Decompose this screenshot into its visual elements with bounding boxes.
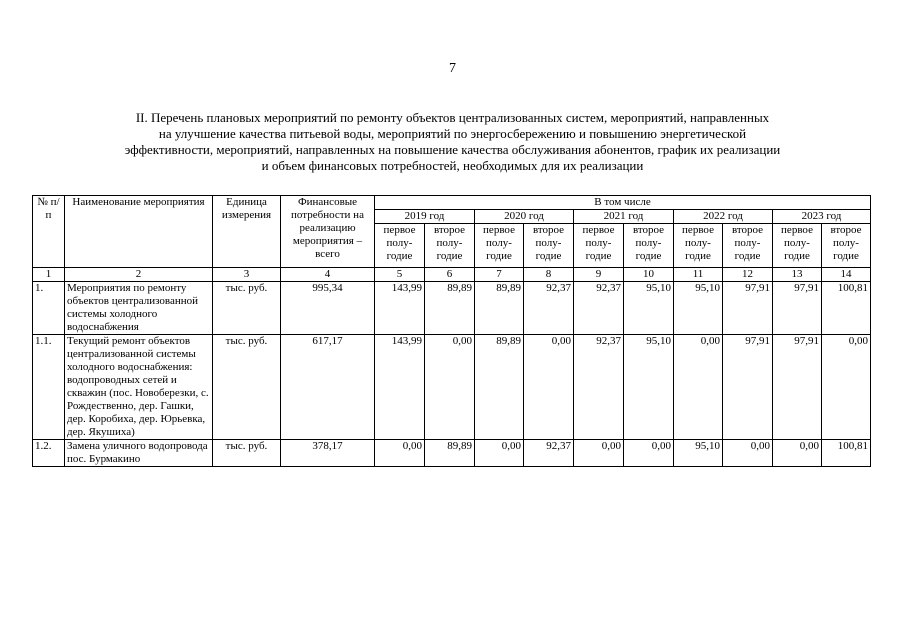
column-number: 9 (574, 268, 624, 282)
column-number: 7 (475, 268, 524, 282)
row-value: 0,00 (723, 440, 773, 467)
table-row (33, 282, 871, 335)
row-value: 100,81 (822, 440, 871, 467)
row-total: 995,34 (281, 282, 375, 335)
row-value: 89,89 (475, 335, 524, 440)
row-unit: тыс. руб. (213, 282, 281, 335)
column-number: 4 (281, 268, 375, 282)
row-value: 0,00 (425, 335, 475, 440)
row-value: 143,99 (375, 282, 425, 335)
heading-line: эффективности, мероприятий, направленных на повышение качества обслуживания абонентов, график их реализации (124, 142, 781, 157)
row-value: 0,00 (524, 335, 574, 440)
header-year: 2022 год (674, 210, 773, 224)
header-including: В том числе (375, 196, 871, 210)
column-number: 13 (773, 268, 822, 282)
header-first-half: первое полу- годие (674, 224, 723, 268)
row-value: 0,00 (375, 440, 425, 467)
row-unit: тыс. руб. (213, 440, 281, 467)
row-value: 95,10 (624, 335, 674, 440)
row-value: 95,10 (674, 440, 723, 467)
page-number: 7 (449, 61, 456, 76)
row-num: 1.1. (33, 335, 65, 440)
row-value: 92,37 (524, 440, 574, 467)
row-value: 143,99 (375, 335, 425, 440)
column-number: 10 (624, 268, 674, 282)
column-number: 1 (33, 268, 65, 282)
header-year: 2020 год (475, 210, 574, 224)
header-second-half: второе полу- годие (624, 224, 674, 268)
row-total: 378,17 (281, 440, 375, 467)
header-year: 2021 год (574, 210, 674, 224)
header-second-half: второе полу- годие (822, 224, 871, 268)
header-second-half: второе полу- годие (723, 224, 773, 268)
row-value: 0,00 (624, 440, 674, 467)
header-first-half: первое полу- годие (574, 224, 624, 268)
header-year: 2019 год (375, 210, 475, 224)
row-value: 0,00 (475, 440, 524, 467)
header-unit: Единица измерения (213, 196, 281, 268)
row-unit: тыс. руб. (213, 335, 281, 440)
header-first-half: первое полу- годие (375, 224, 425, 268)
row-value: 92,37 (524, 282, 574, 335)
row-value: 97,91 (773, 335, 822, 440)
table-row (33, 335, 871, 440)
row-value: 97,91 (773, 282, 822, 335)
row-value: 0,00 (773, 440, 822, 467)
heading-line: на улучшение качества питьевой воды, мероприятий по энергосбережению и повышению энергетической (158, 126, 747, 141)
column-number: 12 (723, 268, 773, 282)
row-num: 1.2. (33, 440, 65, 467)
section-heading (40, 110, 865, 174)
row-value: 89,89 (425, 440, 475, 467)
row-name: Замена уличного водопровода пос. Бурмакино (65, 440, 213, 467)
header-year: 2023 год (773, 210, 871, 224)
header-name: Наименование мероприятия (65, 196, 213, 268)
column-number: 6 (425, 268, 475, 282)
row-value: 0,00 (574, 440, 624, 467)
measures-table (32, 195, 871, 467)
row-name: Текущий ремонт объектов централизованной системы холодного водоснабжения: водопроводных сетей и скважин (пос. Новоберезки, с. Рождественно, дер. Гашки, дер. Коробиха, дер. Юрьевка, дер. Якушиха) (65, 335, 213, 440)
header-first-half: первое полу- годие (475, 224, 524, 268)
header-first-half: первое полу- годие (773, 224, 822, 268)
row-value: 95,10 (624, 282, 674, 335)
row-value: 92,37 (574, 335, 624, 440)
header-num: № п/п (33, 196, 65, 268)
row-value: 92,37 (574, 282, 624, 335)
row-value: 95,10 (674, 282, 723, 335)
row-name: Мероприятия по ремонту объектов централизованной системы холодного водоснабжения (65, 282, 213, 335)
header-second-half: второе полу- годие (524, 224, 574, 268)
header-second-half: второе полу- годие (425, 224, 475, 268)
column-number: 5 (375, 268, 425, 282)
row-value: 100,81 (822, 282, 871, 335)
column-number: 3 (213, 268, 281, 282)
row-total: 617,17 (281, 335, 375, 440)
column-number: 14 (822, 268, 871, 282)
column-number: 8 (524, 268, 574, 282)
header-finance: Финансовые потребности на реализацию мероприятия – всего (281, 196, 375, 268)
heading-line: II. Перечень плановых мероприятий по ремонту объектов централизованных систем, мероприятий, направленных (135, 110, 770, 125)
column-number: 11 (674, 268, 723, 282)
heading-line: и объем финансовых потребностей, необходимых для их реализации (261, 158, 644, 173)
row-value: 89,89 (475, 282, 524, 335)
row-value: 89,89 (425, 282, 475, 335)
table-row (33, 440, 871, 467)
row-value: 97,91 (723, 282, 773, 335)
row-num: 1. (33, 282, 65, 335)
column-number: 2 (65, 268, 213, 282)
row-value: 0,00 (822, 335, 871, 440)
row-value: 0,00 (674, 335, 723, 440)
row-value: 97,91 (723, 335, 773, 440)
